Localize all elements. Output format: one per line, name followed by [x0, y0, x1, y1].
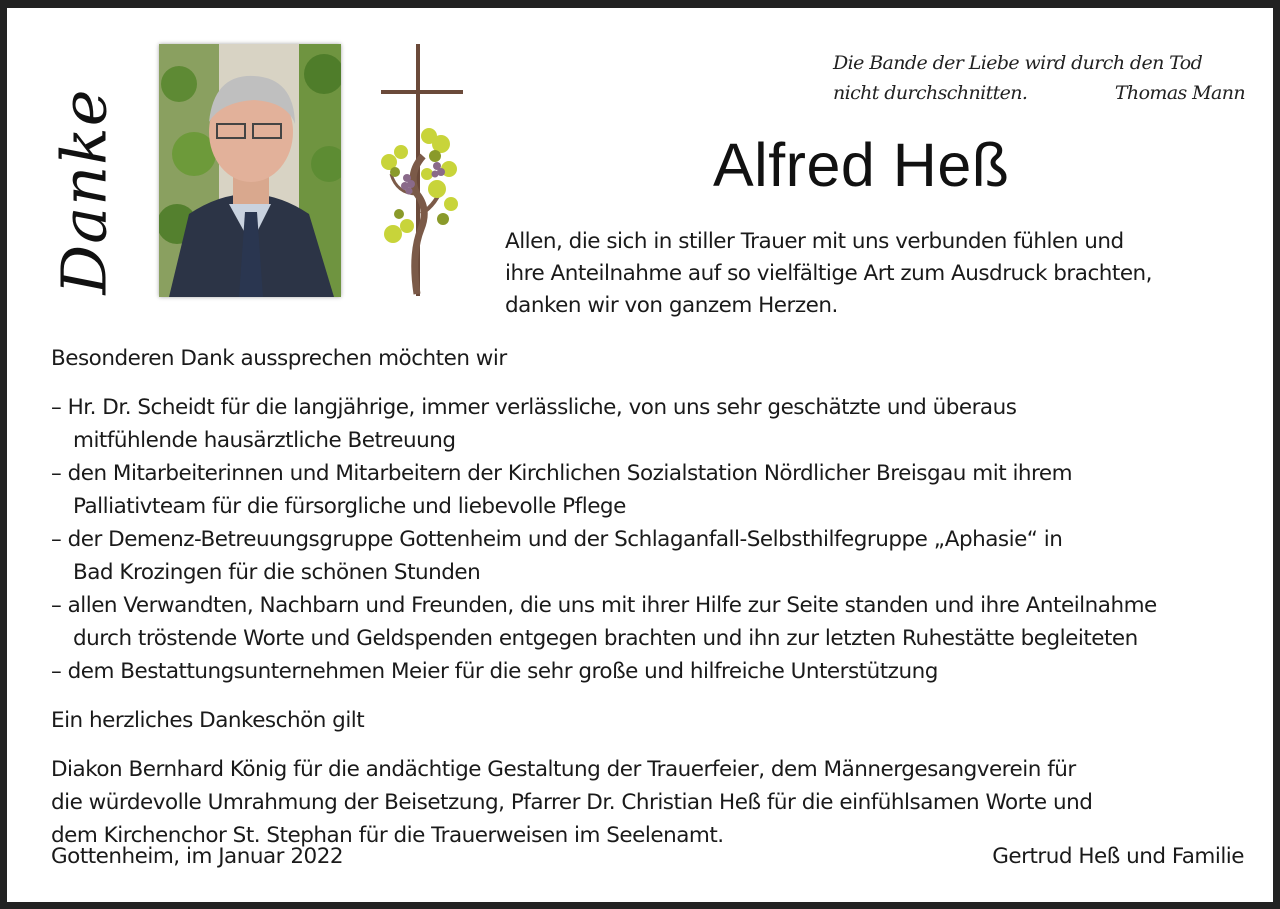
- thanks-item-line: – der Demenz-Betreuungsgruppe Gottenheim und der Schlaganfall-Selbsthilfegruppe „Aphasie“ in: [51, 527, 1063, 552]
- thanks-item-line: – Hr. Dr. Scheidt für die langjährige, immer verlässliche, von uns sehr geschätzte und überaus: [51, 395, 1017, 420]
- thanks-item-line: mitfühlende hausärztliche Betreuung: [73, 428, 456, 453]
- heartfelt-line: Diakon Bernhard König für die andächtige Gestaltung der Trauerfeier, dem Männergesangverein für: [51, 757, 1076, 782]
- cross-with-grapevine-icon: [377, 44, 477, 299]
- quote-line-1: Die Bande der Liebe wird durch den Tod: [833, 52, 1203, 74]
- quote-line-2: nicht durchschnitten.: [833, 82, 1028, 104]
- heartfelt-heading: Ein herzliches Dankeschön gilt: [51, 708, 365, 733]
- thanks-item-line: – dem Bestattungsunternehmen Meier für die sehr große und hilfreiche Unterstützung: [51, 659, 938, 684]
- intro-line: danken wir von ganzem Herzen.: [505, 293, 838, 318]
- place-date: Gottenheim, im Januar 2022: [51, 844, 344, 869]
- intro-line: Allen, die sich in stiller Trauer mit uns verbunden fühlen und: [505, 229, 1124, 254]
- intro-text: [505, 226, 1265, 322]
- danke-vertical-title: [29, 86, 139, 296]
- quote-author: Thomas Mann: [1114, 82, 1245, 104]
- heartfelt-line: dem Kirchenchor St. Stephan für die Trauerweisen im Seelenamt.: [51, 823, 724, 848]
- danke-text: Danke: [47, 88, 121, 294]
- thanks-item-line: Bad Krozingen für die schönen Stunden: [73, 560, 481, 585]
- intro-line: ihre Anteilnahme auf so vielfältige Art zum Ausdruck brachten,: [505, 261, 1153, 286]
- thanks-item-line: – allen Verwandten, Nachbarn und Freunden, die uns mit ihrer Hilfe zur Seite standen und ihre Anteilnahme: [51, 593, 1157, 618]
- signature: Gertrud Heß und Familie: [992, 844, 1244, 869]
- special-thanks-heading: Besonderen Dank aussprechen möchten wir: [51, 346, 507, 371]
- portrait-photo: [159, 44, 341, 297]
- thanks-item-line: – den Mitarbeiterinnen und Mitarbeitern der Kirchlichen Sozialstation Nördlicher Breisgau mit ihrem: [51, 461, 1073, 486]
- heartfelt-line: die würdevolle Umrahmung der Beisetzung, Pfarrer Dr. Christian Heß für die einfühlsamen Worte und: [51, 790, 1093, 815]
- deceased-name: Alfred Heß: [713, 131, 1010, 199]
- footer: [51, 844, 1244, 869]
- thanks-item-line: Palliativteam für die fürsorgliche und liebevolle Pflege: [73, 494, 626, 519]
- thanks-body: [51, 342, 1261, 852]
- quote: [833, 48, 1245, 108]
- thanks-item-line: durch tröstende Worte und Geldspenden entgegen brachten und ihn zur letzten Ruhestätte begleiteten: [73, 626, 1138, 651]
